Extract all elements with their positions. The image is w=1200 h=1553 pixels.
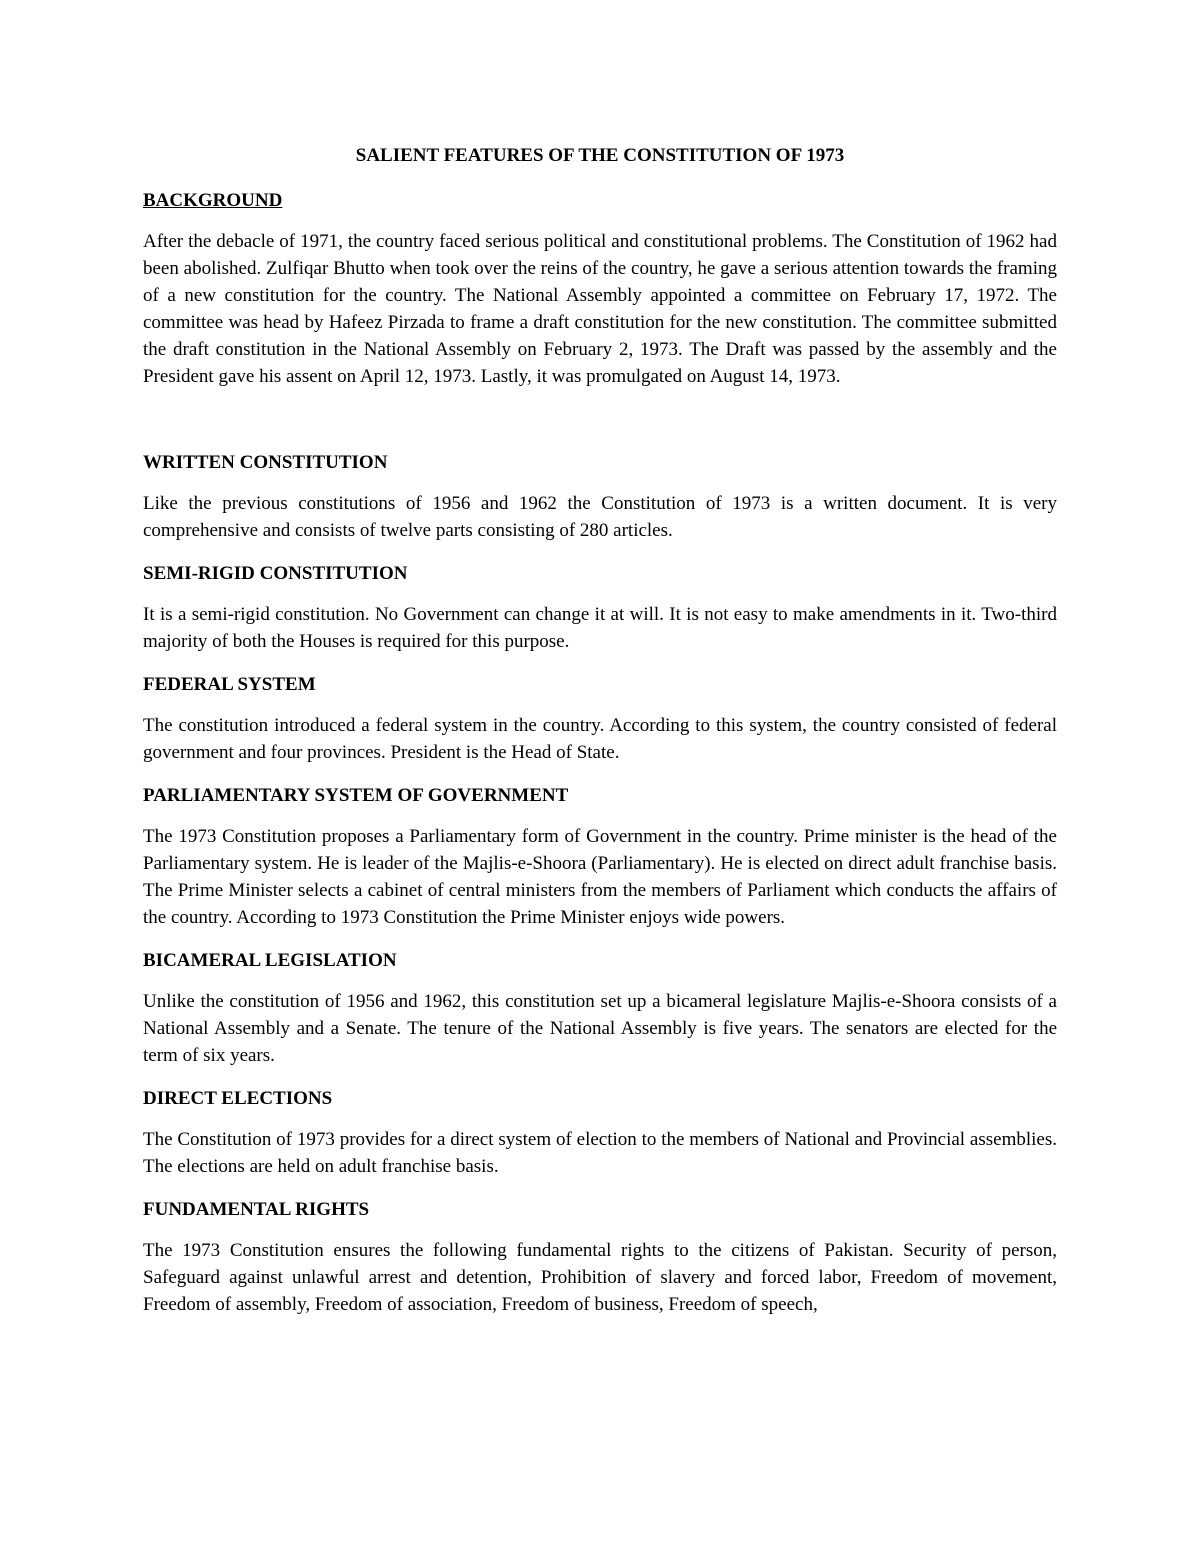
section-heading-semi-rigid-constitution: SEMI-RIGID CONSTITUTION: [143, 563, 408, 584]
section-text-background: After the debacle of 1971, the country faced serious political and constitutional problems. The Constitution of 1962 had been abolished. Zulfiqar Bhutto when took over the reins of the country, he gave a serious attention towards the framing of a new constitution for the country. The National Assembly appointed a committee on February 17, 1972. The committee was head by Hafeez Pirzada to frame a draft constitution for the new constitution. The committee submitted the draft constitution in the National Assembly on February 2, 1973. The Draft was passed by the assembly and the President gave his assent on April 12, 1973. Lastly, it was promulgated on August 14, 1973.: [143, 231, 1057, 387]
section-heading-written-constitution: WRITTEN CONSTITUTION: [143, 452, 388, 473]
section-text-federal-system: The constitution introduced a federal system in the country. According to this system, the country consisted of federal government and four provinces. President is the Head of State.: [143, 715, 1057, 763]
section-spacer: [143, 406, 1057, 449]
section-heading-background: BACKGROUND: [143, 190, 283, 211]
section-text-parliamentary-system: The 1973 Constitution proposes a Parliamentary form of Government in the country. Prime minister is the head of the Parliamentary system. He is leader of the Majlis-e-Shoora (Parliamentary). He is elected on direct adult franchise basis. The Prime Minister selects a cabinet of central ministers from the members of Parliament which conducts the affairs of the country. According to 1973 Constitution the Prime Minister enjoys wide powers.: [143, 826, 1057, 928]
section-text-semi-rigid-constitution: It is a semi-rigid constitution. No Government can change it at will. It is not easy to make amendments in it. Two-third majority of both the Houses is required for this purpose.: [143, 604, 1057, 652]
section-text-bicameral-legislation: Unlike the constitution of 1956 and 1962, this constitution set up a bicameral legislature Majlis-e-Shoora consists of a National Assembly and a Senate. The tenure of the National Assembly is five years. The senators are elected for the term of six years.: [143, 991, 1057, 1066]
section-text-direct-elections: The Constitution of 1973 provides for a direct system of election to the members of National and Provincial assemblies. The elections are held on adult franchise basis.: [143, 1129, 1057, 1177]
section-heading-parliamentary-system: PARLIAMENTARY SYSTEM OF GOVERNMENT: [143, 785, 569, 806]
section-heading-fundamental-rights: FUNDAMENTAL RIGHTS: [143, 1199, 370, 1220]
section-heading-direct-elections: DIRECT ELECTIONS: [143, 1088, 333, 1109]
section-heading-federal-system: FEDERAL SYSTEM: [143, 674, 316, 695]
section-heading-bicameral-legislation: BICAMERAL LEGISLATION: [143, 950, 397, 971]
section-text-fundamental-rights: The 1973 Constitution ensures the following fundamental rights to the citizens of Pakistan. Security of person, Safeguard against unlawful arrest and detention, Prohibition of slavery and forced labor, Freedom of movement, Freedom of assembly, Freedom of association, Freedom of business, Freedom of speech,: [143, 1240, 1057, 1315]
document-title: SALIENT FEATURES OF THE CONSTITUTION OF 1973: [355, 145, 845, 166]
document-page: [143, 142, 1057, 1334]
section-text-written-constitution: Like the previous constitutions of 1956 and 1962 the Constitution of 1973 is a written document. It is very comprehensive and consists of twelve parts consisting of 280 articles.: [143, 493, 1057, 541]
